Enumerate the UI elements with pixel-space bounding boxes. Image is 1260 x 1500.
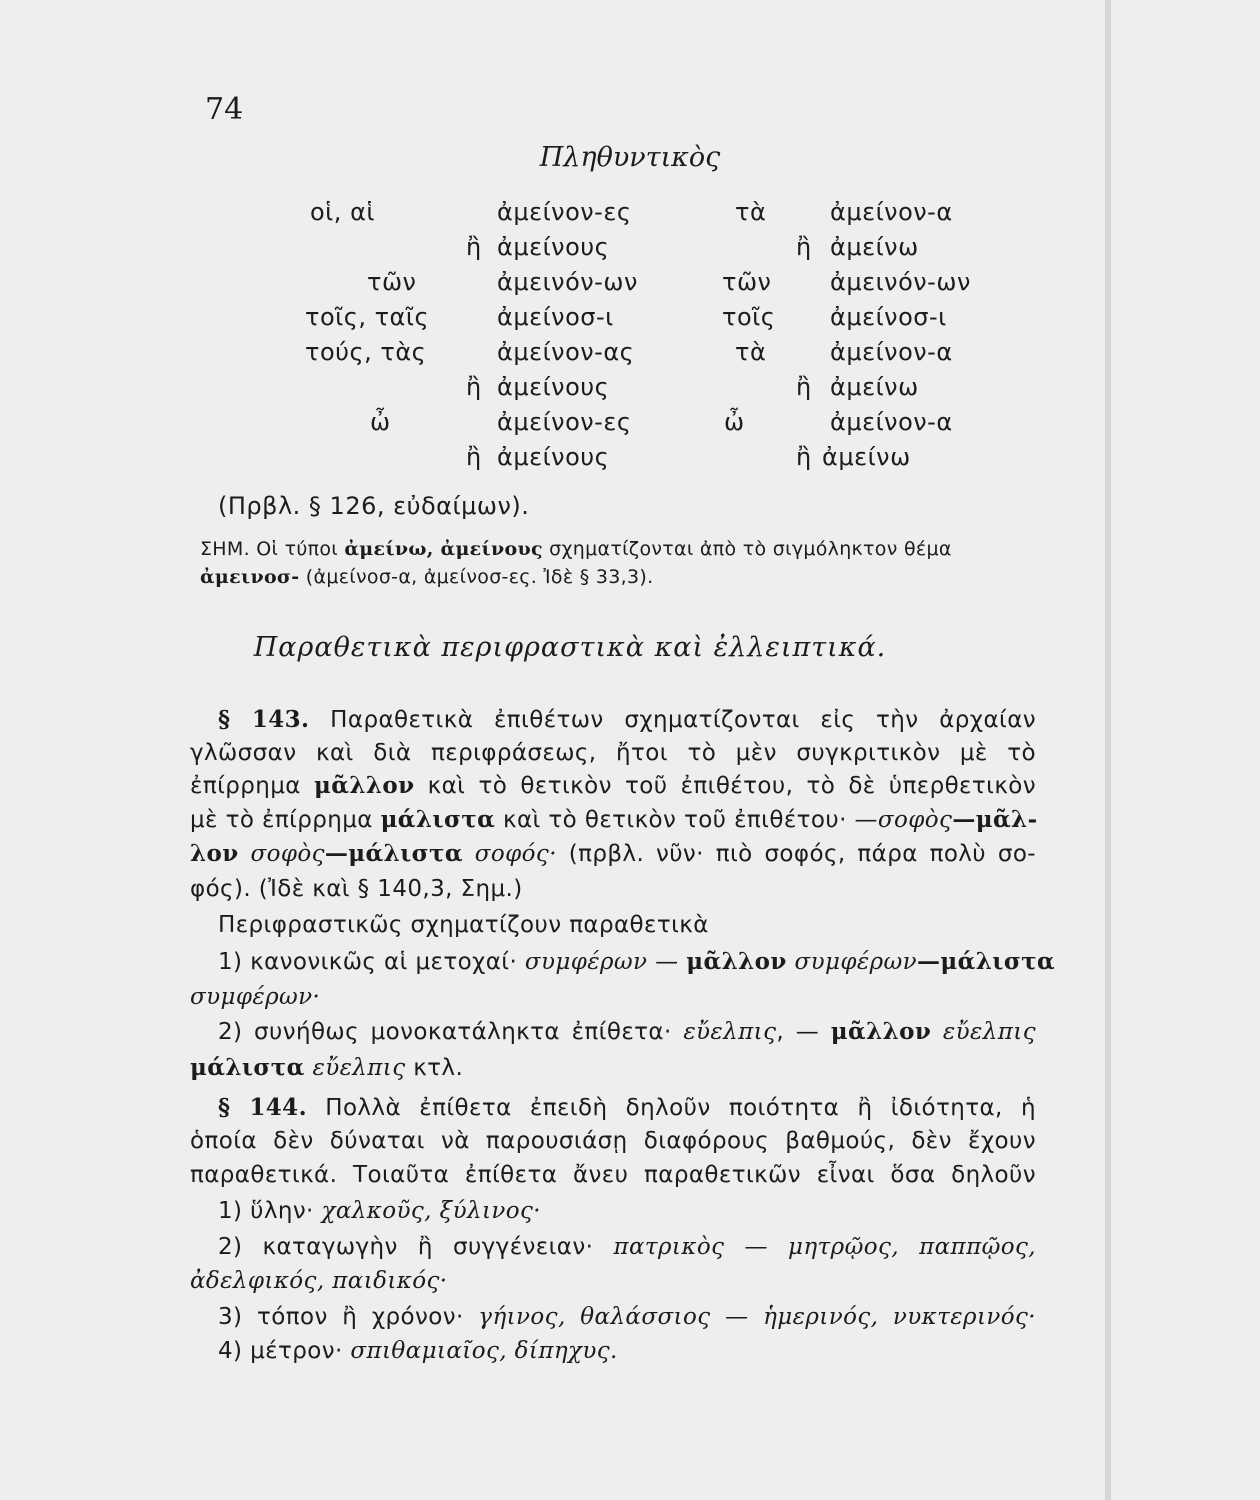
text-span: , —	[776, 1019, 831, 1045]
text-line: συμφέρων·	[190, 984, 321, 1010]
article-cell: τούς, τὰς	[305, 338, 427, 366]
note-text: (ἀμείνοσ-α, ἀμείνοσ-ες. Ἰδὲ § 33,3).	[299, 566, 654, 588]
text-line	[190, 1054, 1036, 1081]
article-cell: τοῖς, ταῖς	[305, 303, 430, 331]
text-span: μὲ τὸ ἐπίρρημα	[190, 807, 381, 833]
text-span: καὶ τὸ θετικὸν τοῦ ἐπιθέτου, τὸ δὲ ὑπερθετικὸν	[414, 773, 1036, 799]
italic-term: εὔελπις	[304, 1055, 406, 1081]
note-text: σχηματίζονται ἀπὸ τὸ σιγμόληκτον θέμα	[542, 538, 952, 560]
section-title: Πληθυντικὸς	[539, 142, 721, 173]
form-cell: ἀμείνον-α	[830, 338, 953, 366]
text-line	[218, 1304, 1036, 1330]
article-cell: οἱ, αἱ	[310, 198, 376, 226]
bold-term: —μᾶλ-	[952, 806, 1038, 833]
text-line	[218, 1094, 1036, 1121]
page-edge-shadow	[1105, 0, 1111, 1500]
text-line	[218, 1198, 1064, 1224]
text-span: 1) ὕλην·	[218, 1198, 322, 1224]
italic-term: σοφός·	[462, 841, 557, 867]
italic-term: συμφέρων	[786, 949, 918, 975]
article-cell: ὦ	[370, 408, 391, 436]
page-number: 74	[205, 92, 244, 127]
article-cell: τὰ	[735, 198, 767, 226]
form-cell: ἀμείνον-ας	[497, 338, 635, 366]
form-cell: ἀμείνον-α	[830, 408, 953, 436]
form-cell: ἀμεινόν-ων	[830, 268, 971, 296]
italic-term: σοφὸς	[238, 841, 325, 867]
bold-term: —μάλιστα	[917, 948, 1056, 975]
form-cell: ἀμείνον-ες	[497, 408, 632, 436]
text-span: 4) μέτρον·	[218, 1338, 351, 1364]
form-cell: ἀμείνους	[497, 373, 610, 401]
bold-term: λον	[190, 840, 239, 867]
text-line: Περιφραστικῶς σχηματίζουν παραθετικὰ	[218, 912, 709, 938]
note-line	[200, 538, 952, 560]
form-cell: ἀμείνω	[822, 443, 911, 471]
note-bold: ἀμείνω, ἀμείνους	[344, 538, 543, 560]
text-span: (πρβλ. νῦν· πιὸ σοφός, πάρα πολὺ σο-	[556, 841, 1036, 867]
italic-term: εὔελπις	[683, 1019, 777, 1045]
subsection-heading: Παραθετικὰ περιφραστικὰ καὶ ἐλλειπτικά.	[253, 632, 887, 663]
text-line	[190, 772, 1036, 799]
italic-term: σοφὸς	[877, 807, 953, 833]
italic-term: σπιθαμιαῖος, δίπηχυς.	[350, 1338, 618, 1364]
form-cell: ἀμείνω	[830, 233, 919, 261]
article-cell: τοῖς	[722, 303, 776, 331]
text-span: —	[647, 949, 687, 975]
text-span: κτλ.	[405, 1055, 464, 1081]
article-cell: ἢ	[466, 373, 482, 401]
note-line	[200, 566, 653, 588]
text-line	[218, 706, 1036, 733]
text-line	[190, 806, 1036, 833]
text-span: Παραθετικὰ ἐπιθέτων σχηματίζονται εἰς τὴν ἀρχαίαν	[309, 707, 1037, 733]
text-span: καὶ τὸ θετικὸν τοῦ ἐπιθέτου· —	[495, 807, 878, 833]
text-span: 1) κανονικῶς αἱ μετοχαί·	[218, 949, 525, 975]
text-line: φός). (Ἰδὲ καὶ § 140,3, Σημ.)	[190, 876, 523, 902]
bold-term: μᾶλλον	[830, 1018, 932, 1045]
bold-term: μάλιστα	[380, 806, 496, 833]
text-line	[218, 1338, 1064, 1364]
bold-term: μάλιστα	[190, 1054, 305, 1081]
article-cell: τῶν	[722, 268, 772, 296]
article-cell: τῶν	[367, 268, 417, 296]
form-cell: ἀμείνοσ-ι	[497, 303, 614, 331]
note-text: ΣΗΜ. Οἱ τύποι	[200, 538, 345, 560]
text-line: παραθετικά. Τοιαῦτα ἐπίθετα ἄνευ παραθετικῶν εἶναι ὅσα δηλοῦν	[190, 1162, 1036, 1188]
reference-line: (Πρβλ. § 126, εὐδαίμων).	[218, 492, 530, 520]
text-span: 2) καταγωγὴν ἢ συγγένειαν·	[218, 1234, 614, 1260]
form-cell: ἀμείνους	[497, 443, 610, 471]
bold-term: μᾶλλον	[314, 772, 415, 799]
form-cell: ἀμείνω	[830, 373, 919, 401]
text-line	[218, 1018, 1036, 1045]
article-cell: ἢ	[796, 373, 812, 401]
text-line: ἀδελφικός, παιδικός·	[190, 1268, 448, 1294]
italic-term: συμφέρων	[524, 949, 648, 975]
form-cell: ἀμεινόν-ων	[497, 268, 638, 296]
form-cell: ἀμείνοσ-ι	[830, 303, 947, 331]
article-cell: ὦ	[724, 408, 745, 436]
article-cell: ἢ	[466, 233, 482, 261]
italic-term: χαλκοῦς, ξύλινος·	[321, 1198, 542, 1224]
italic-term: εὔελπις	[931, 1019, 1036, 1045]
italic-term: πατρικὸς — μητρῷος, παππῷος,	[613, 1234, 1036, 1260]
form-cell: ἀμείνον-α	[830, 198, 953, 226]
text-span: ἐπίρρημα	[190, 773, 314, 799]
text-span: Πολλὰ ἐπίθετα ἐπειδὴ δηλοῦν ποιότητα ἢ ἰδιότητα, ἡ	[307, 1095, 1036, 1121]
form-cell: ἀμείνον-ες	[497, 198, 632, 226]
note-bold: ἀμεινοσ-	[200, 566, 300, 588]
text-line	[218, 1234, 1036, 1260]
bold-term: μᾶλλον	[686, 948, 787, 975]
section-number: § 144.	[218, 1094, 307, 1121]
article-cell: ἢ	[466, 443, 482, 471]
article-cell: τὰ	[735, 338, 767, 366]
bold-term: —μάλιστα	[324, 840, 463, 867]
section-number: § 143.	[218, 706, 310, 733]
article-cell: ἢ	[796, 443, 812, 471]
article-cell: ἢ	[796, 233, 812, 261]
form-cell: ἀμείνους	[497, 233, 610, 261]
text-span: 3) τόπον ἢ χρόνον·	[218, 1304, 479, 1330]
text-line	[218, 948, 1056, 975]
text-line: γλῶσσαν καὶ διὰ περιφράσεως, ἤτοι τὸ μὲν συγκριτικὸν μὲ τὸ	[190, 740, 1036, 766]
text-span: 2) συνήθως μονοκατάληκτα ἐπίθετα·	[218, 1019, 684, 1045]
italic-term: γήινος, θαλάσσιος — ἡμερινός, νυκτερινός·	[478, 1304, 1036, 1330]
text-line	[190, 840, 1036, 867]
text-line: ὁποία δὲν δύναται νὰ παρουσιάσῃ διαφόρους βαθμούς, δὲν ἔχουν	[190, 1128, 1036, 1154]
